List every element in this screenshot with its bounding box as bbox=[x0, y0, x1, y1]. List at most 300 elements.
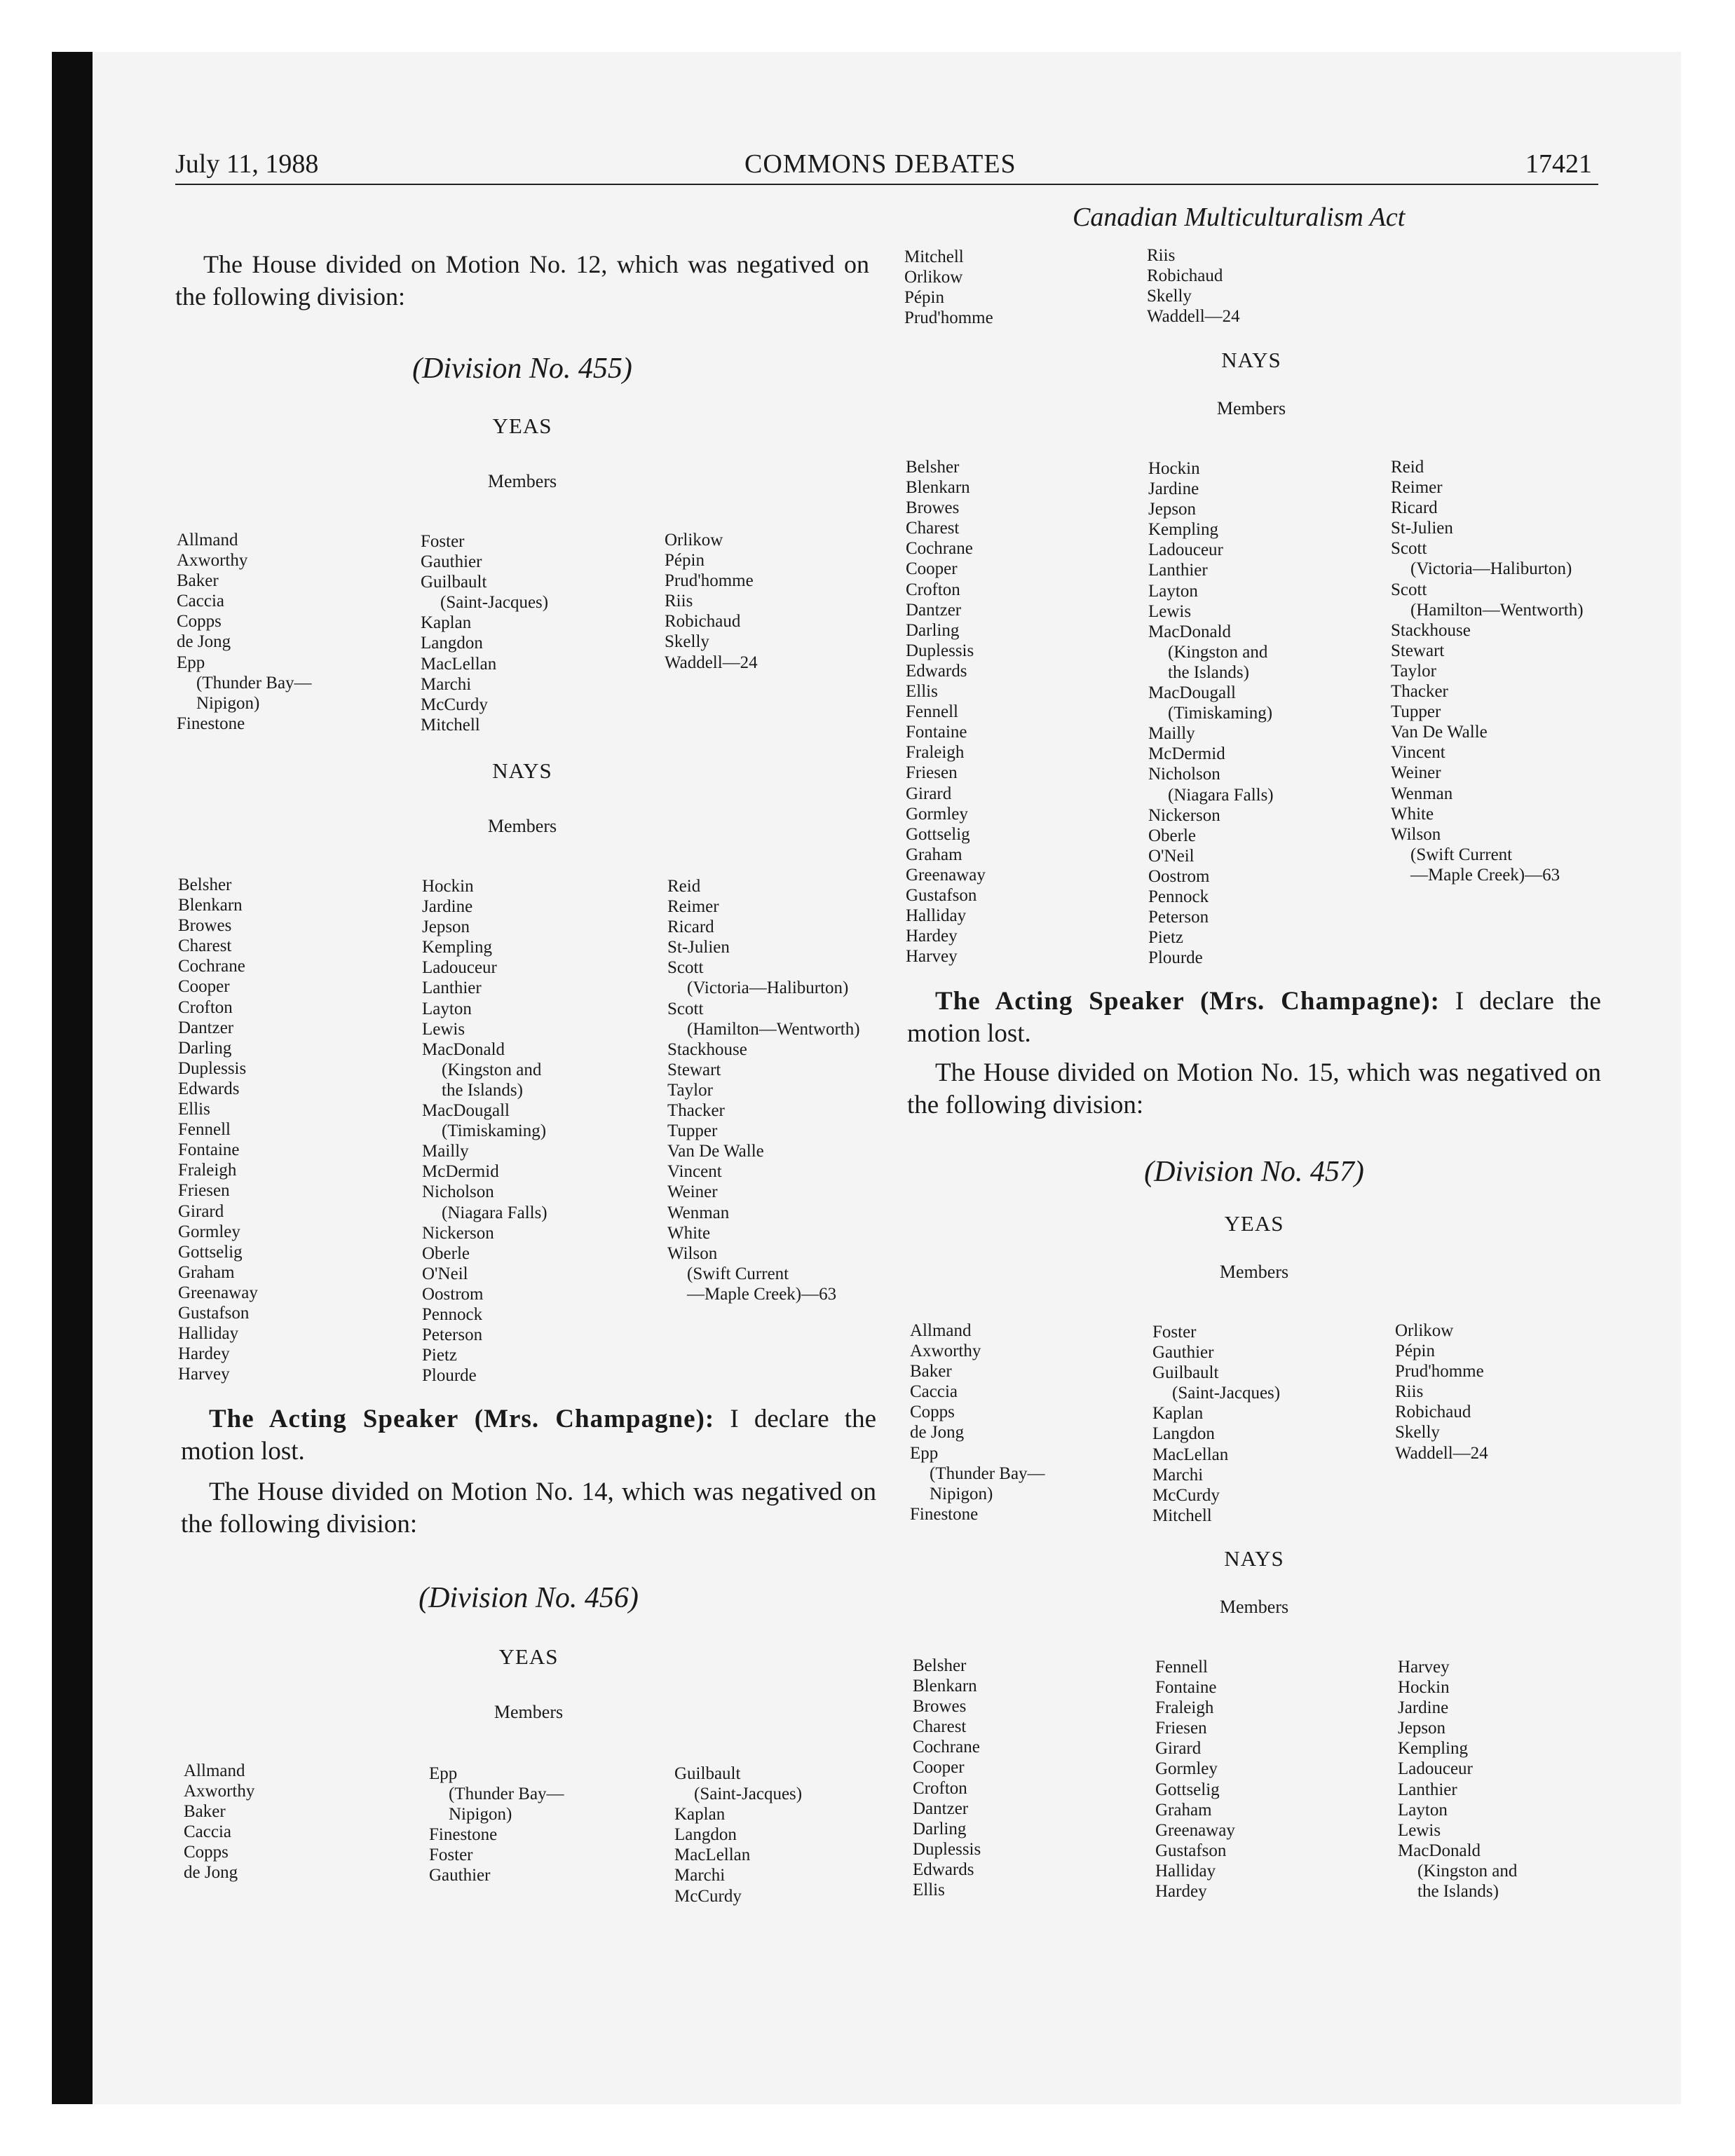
member-name: Fennell bbox=[178, 1120, 231, 1140]
member-name: Thacker bbox=[1391, 682, 1448, 702]
member-name: MacLellan bbox=[421, 654, 497, 674]
member-name: Lewis bbox=[1148, 601, 1192, 621]
speaker-text-left: I declare the motion lost. bbox=[181, 1405, 877, 1466]
member-name: Caccia bbox=[184, 1822, 232, 1842]
member-name: St-Julien bbox=[667, 938, 730, 957]
member-name: Mitchell bbox=[904, 247, 964, 266]
division-457-yeas-heading: YEAS bbox=[1224, 1211, 1284, 1236]
member-name: Mailly bbox=[1148, 724, 1195, 744]
member-name: Skelly bbox=[1395, 1423, 1440, 1442]
member-name: Foster bbox=[1152, 1323, 1197, 1342]
member-name: Riis bbox=[1395, 1382, 1424, 1402]
member-name: Prud'homme bbox=[665, 571, 754, 591]
member-name: Halliday bbox=[178, 1324, 239, 1344]
member-name: Plourde bbox=[1148, 948, 1203, 968]
member-name: Gustafson bbox=[178, 1303, 250, 1323]
division-456-nays-col1 bbox=[906, 457, 986, 967]
member-name: McCurdy bbox=[421, 695, 488, 714]
member-name: Nickerson bbox=[422, 1223, 494, 1243]
member-name: Blenkarn bbox=[906, 478, 970, 498]
member-name: Hardey bbox=[906, 927, 958, 946]
member-name: Vincent bbox=[1391, 743, 1445, 763]
division-456-yeas-heading: YEAS bbox=[498, 1644, 559, 1669]
member-name: de Jong bbox=[184, 1863, 238, 1883]
member-name: Scott bbox=[667, 958, 704, 978]
member-name: the Islands) bbox=[1417, 1882, 1499, 1902]
member-name: Weiner bbox=[1391, 763, 1441, 783]
member-name: St-Julien bbox=[1391, 519, 1453, 538]
member-name: Stewart bbox=[1391, 641, 1445, 660]
member-name: O'Neil bbox=[422, 1264, 468, 1283]
member-name: Tupper bbox=[667, 1121, 718, 1141]
member-name: Darling bbox=[913, 1819, 967, 1838]
member-name: Ladouceur bbox=[422, 958, 497, 978]
member-name: Epp bbox=[910, 1443, 939, 1463]
member-name: Epp bbox=[429, 1764, 458, 1783]
member-name: Halliday bbox=[1155, 1861, 1216, 1881]
division-455-title: (Division No. 455) bbox=[412, 353, 632, 385]
member-name: Marchi bbox=[1152, 1465, 1204, 1485]
member-name: Allmand bbox=[910, 1321, 972, 1340]
member-name: Langdon bbox=[674, 1825, 737, 1845]
member-name: (Hamilton—Wentworth) bbox=[687, 1019, 860, 1039]
member-name: Graham bbox=[1155, 1800, 1212, 1820]
member-name: Nipigon) bbox=[449, 1805, 512, 1824]
division-456-yeas-col2 bbox=[429, 1763, 564, 1886]
member-name: Weiner bbox=[667, 1182, 718, 1202]
member-name: Pépin bbox=[904, 288, 944, 308]
member-name: Dantzer bbox=[913, 1799, 969, 1818]
member-name: Gottselig bbox=[178, 1242, 243, 1262]
member-name: (Kingston and bbox=[1168, 642, 1268, 662]
member-name: (Victoria—Haliburton) bbox=[687, 978, 849, 998]
motion-12-intro bbox=[175, 248, 869, 313]
member-name: Harvey bbox=[178, 1365, 230, 1384]
division-455-yeas-heading: YEAS bbox=[492, 414, 552, 438]
member-name: Tupper bbox=[1391, 702, 1441, 722]
member-name: Blenkarn bbox=[178, 896, 243, 915]
member-name: Ricard bbox=[667, 917, 714, 937]
member-name: Kaplan bbox=[421, 613, 472, 633]
member-name: Mitchell bbox=[421, 715, 480, 735]
member-name: Fraleigh bbox=[906, 743, 965, 763]
member-name: White bbox=[1391, 804, 1434, 824]
division-457-nays-col1 bbox=[913, 1656, 981, 1900]
member-name: Jardine bbox=[422, 897, 473, 917]
member-name: Cochrane bbox=[178, 957, 245, 976]
member-name: Edwards bbox=[913, 1860, 974, 1879]
motion-14-intro-text: The House divided on Motion No. 14, which was negatived on the following division: bbox=[181, 1478, 876, 1538]
member-name: Edwards bbox=[906, 661, 967, 681]
member-name: Kempling bbox=[422, 938, 492, 957]
member-name: Skelly bbox=[665, 632, 709, 652]
member-name: Cochrane bbox=[913, 1738, 980, 1757]
division-455-nays-heading: NAYS bbox=[492, 758, 552, 783]
member-name: Lanthier bbox=[1148, 561, 1208, 580]
member-name: Riis bbox=[665, 592, 693, 611]
member-name: Lewis bbox=[422, 1019, 465, 1039]
member-name: Graham bbox=[906, 845, 962, 864]
division-457-nays-heading: NAYS bbox=[1224, 1546, 1284, 1571]
member-name: Ricard bbox=[1391, 498, 1438, 518]
member-name: Copps bbox=[910, 1403, 955, 1422]
member-name: Stewart bbox=[667, 1060, 721, 1079]
member-name: Ladouceur bbox=[1148, 540, 1223, 560]
member-name: Baker bbox=[184, 1802, 226, 1822]
member-name: Graham bbox=[178, 1262, 235, 1282]
member-name: Allmand bbox=[184, 1761, 245, 1780]
division-456-nays-col2 bbox=[1148, 458, 1274, 968]
member-name: Axworthy bbox=[184, 1782, 255, 1801]
member-name: (Timiskaming) bbox=[1168, 704, 1273, 723]
division-456-yeas-col1 bbox=[184, 1761, 254, 1883]
member-name: Layton bbox=[1398, 1800, 1448, 1820]
member-name: Layton bbox=[1148, 581, 1198, 601]
member-name: Mitchell bbox=[1152, 1506, 1212, 1525]
member-name: Jardine bbox=[1148, 479, 1199, 499]
member-name: Friesen bbox=[178, 1181, 230, 1201]
member-name: the Islands) bbox=[1168, 662, 1249, 682]
member-name: MacLellan bbox=[1152, 1445, 1229, 1464]
member-name: Reimer bbox=[1391, 478, 1443, 498]
division-456-yeas-members: Members bbox=[494, 1702, 564, 1722]
member-name: Crofton bbox=[178, 997, 233, 1017]
member-name: de Jong bbox=[910, 1423, 965, 1442]
member-name: Nicholson bbox=[1148, 765, 1220, 784]
member-name: Gottselig bbox=[1155, 1780, 1220, 1799]
member-name: —Maple Creek)—63 bbox=[1410, 865, 1560, 885]
member-name: Waddell—24 bbox=[1395, 1443, 1488, 1463]
member-name: (Thunder Bay— bbox=[930, 1464, 1045, 1483]
member-name: Nicholson bbox=[422, 1182, 494, 1202]
member-name: Lanthier bbox=[1398, 1780, 1457, 1799]
member-name: Prud'homme bbox=[1395, 1362, 1484, 1381]
member-name: Belsher bbox=[906, 458, 960, 477]
member-name: Gormley bbox=[1155, 1759, 1218, 1779]
member-name: Blenkarn bbox=[913, 1677, 977, 1696]
header-page-number: 17421 bbox=[1525, 149, 1592, 179]
member-name: Vincent bbox=[667, 1162, 722, 1182]
member-name: Greenaway bbox=[1155, 1820, 1235, 1840]
division-455-nays-members: Members bbox=[487, 816, 557, 836]
member-name: the Islands) bbox=[442, 1080, 523, 1100]
member-name: Guilbault bbox=[1152, 1363, 1219, 1383]
member-name: Gormley bbox=[178, 1222, 240, 1241]
member-name: (Saint-Jacques) bbox=[694, 1785, 803, 1804]
member-name: MacDonald bbox=[1398, 1841, 1481, 1860]
speaker-name-left: The Acting Speaker (Mrs. Champagne): bbox=[209, 1405, 715, 1433]
member-name: Oberle bbox=[1148, 826, 1197, 845]
member-name: Guilbault bbox=[421, 573, 487, 592]
member-name: Crofton bbox=[906, 580, 960, 599]
member-name: Gormley bbox=[906, 804, 968, 824]
motion-15-intro bbox=[907, 1057, 1601, 1121]
speaker-text-right: I declare the motion lost. bbox=[907, 987, 1601, 1048]
member-name: McCurdy bbox=[1152, 1485, 1220, 1505]
member-name: Gustafson bbox=[1155, 1841, 1227, 1860]
member-name: (Swift Current bbox=[687, 1264, 789, 1283]
member-name: Caccia bbox=[177, 592, 225, 611]
member-name: Pennock bbox=[422, 1304, 483, 1324]
member-name: Marchi bbox=[674, 1866, 726, 1885]
member-name: Gustafson bbox=[906, 885, 977, 905]
member-name: O'Neil bbox=[1148, 846, 1195, 866]
division-457-nays-members: Members bbox=[1219, 1597, 1289, 1617]
member-name: Copps bbox=[184, 1843, 229, 1862]
member-name: Prud'homme bbox=[904, 308, 993, 328]
member-name: McDermid bbox=[422, 1162, 499, 1182]
member-name: Wilson bbox=[1391, 824, 1441, 844]
member-name: Pépin bbox=[1395, 1342, 1435, 1361]
member-name: Browes bbox=[913, 1697, 967, 1717]
member-name: Hockin bbox=[1398, 1678, 1450, 1698]
division-457-title: (Division No. 457) bbox=[1144, 1156, 1364, 1188]
division-457-yeas-col2 bbox=[1152, 1322, 1280, 1526]
member-name: Hardey bbox=[178, 1344, 230, 1364]
motion-12-intro-text: The House divided on Motion No. 12, which was negatived on the following division: bbox=[175, 250, 869, 311]
member-name: (Victoria—Haliburton) bbox=[1410, 559, 1572, 579]
member-name: Browes bbox=[906, 498, 960, 518]
member-name: MacLellan bbox=[674, 1845, 751, 1865]
member-name: Gottselig bbox=[906, 824, 970, 844]
member-name: Oberle bbox=[422, 1243, 470, 1263]
speaker-statement-right bbox=[907, 985, 1601, 1050]
member-name: Waddell—24 bbox=[665, 653, 758, 672]
member-name: Fontaine bbox=[906, 723, 967, 742]
member-name: Finestone bbox=[910, 1504, 979, 1524]
member-name: Pennock bbox=[1148, 887, 1209, 906]
member-name: (Saint-Jacques) bbox=[440, 593, 549, 613]
member-name: Cooper bbox=[906, 559, 958, 579]
member-name: (Niagara Falls) bbox=[442, 1203, 547, 1222]
member-name: (Kingston and bbox=[1417, 1861, 1518, 1881]
member-name: Greenaway bbox=[178, 1283, 258, 1302]
member-name: Cooper bbox=[913, 1758, 965, 1778]
division-455-nays-col3 bbox=[667, 876, 860, 1304]
division-457-yeas-col1 bbox=[910, 1321, 1045, 1524]
member-name: Crofton bbox=[913, 1778, 967, 1798]
member-name: Mailly bbox=[422, 1142, 469, 1161]
member-name: Marchi bbox=[421, 674, 472, 694]
member-name: Reimer bbox=[667, 897, 719, 917]
division-455-yeas-col3 bbox=[665, 530, 758, 673]
member-name: Girard bbox=[178, 1201, 224, 1221]
member-name: Reid bbox=[667, 877, 701, 896]
member-name: Friesen bbox=[1155, 1719, 1207, 1738]
member-name: (Thunder Bay— bbox=[449, 1785, 564, 1804]
member-name: Nipigon) bbox=[930, 1484, 993, 1503]
member-name: Pietz bbox=[1148, 928, 1183, 948]
member-name: Fraleigh bbox=[1155, 1698, 1214, 1718]
member-name: Girard bbox=[1155, 1739, 1202, 1759]
division-457-yeas-members: Members bbox=[1219, 1262, 1289, 1282]
member-name: Van De Walle bbox=[667, 1142, 764, 1161]
member-name: Fraleigh bbox=[178, 1161, 237, 1180]
member-name: Peterson bbox=[1148, 908, 1209, 927]
division-457-nays-col3 bbox=[1398, 1657, 1517, 1902]
member-name: White bbox=[667, 1223, 711, 1243]
division-457-yeas-col3 bbox=[1395, 1321, 1488, 1464]
member-name: Friesen bbox=[906, 763, 958, 783]
member-name: Kempling bbox=[1398, 1739, 1468, 1759]
member-name: Gauthier bbox=[429, 1866, 491, 1885]
division-456-yeas-cont-col2 bbox=[1147, 245, 1240, 327]
member-name: Dantzer bbox=[178, 1018, 234, 1037]
member-name: Ellis bbox=[913, 1881, 945, 1900]
member-name: Orlikow bbox=[665, 531, 723, 550]
speaker-name-right: The Acting Speaker (Mrs. Champagne): bbox=[935, 987, 1440, 1016]
member-name: Wilson bbox=[667, 1243, 718, 1263]
member-name: Jepson bbox=[1398, 1719, 1446, 1738]
scan-binding-edge bbox=[52, 52, 93, 2104]
member-name: MacDougall bbox=[1148, 683, 1236, 703]
member-name: Halliday bbox=[906, 906, 967, 926]
member-name: Baker bbox=[177, 571, 219, 591]
member-name: Skelly bbox=[1147, 287, 1192, 306]
speaker-statement-left bbox=[181, 1403, 876, 1468]
member-name: Plourde bbox=[422, 1366, 477, 1386]
member-name: (Timiskaming) bbox=[442, 1121, 547, 1141]
member-name: Charest bbox=[906, 519, 960, 538]
member-name: Duplessis bbox=[178, 1058, 247, 1078]
member-name: Van De Walle bbox=[1391, 723, 1488, 742]
member-name: Ellis bbox=[178, 1100, 210, 1119]
member-name: Guilbault bbox=[674, 1764, 741, 1783]
division-456-yeas-cont-col1 bbox=[904, 247, 993, 328]
member-name: MacDougall bbox=[422, 1101, 510, 1121]
member-name: Fontaine bbox=[1155, 1678, 1217, 1698]
running-head: Canadian Multiculturalism Act bbox=[1073, 203, 1406, 232]
member-name: Copps bbox=[177, 612, 222, 632]
division-457-nays-col2 bbox=[1155, 1657, 1235, 1902]
member-name: (Kingston and bbox=[442, 1060, 542, 1079]
header-date: July 11, 1988 bbox=[175, 149, 319, 179]
member-name: Kaplan bbox=[674, 1805, 726, 1824]
member-name: de Jong bbox=[177, 632, 231, 652]
member-name: Lanthier bbox=[422, 978, 482, 998]
member-name: —Maple Creek)—63 bbox=[687, 1284, 837, 1304]
member-name: Peterson bbox=[422, 1325, 483, 1345]
division-455-nays-col2 bbox=[422, 876, 547, 1386]
member-name: Hardey bbox=[1155, 1882, 1207, 1902]
member-name: Scott bbox=[1391, 580, 1427, 599]
division-456-nays-heading: NAYS bbox=[1221, 348, 1281, 372]
member-name: Duplessis bbox=[906, 641, 974, 660]
division-456-title: (Division No. 456) bbox=[419, 1582, 639, 1614]
member-name: Darling bbox=[906, 620, 960, 640]
member-name: Orlikow bbox=[904, 268, 963, 287]
member-name: Baker bbox=[910, 1362, 952, 1381]
member-name: (Swift Current bbox=[1410, 845, 1513, 864]
division-456-nays-col3 bbox=[1391, 457, 1584, 885]
member-name: McCurdy bbox=[674, 1886, 742, 1906]
member-name: Hockin bbox=[422, 877, 474, 896]
member-name: Jepson bbox=[1148, 500, 1197, 519]
member-name: Cooper bbox=[178, 977, 230, 997]
header-title: COMMONS DEBATES bbox=[744, 149, 1016, 179]
member-name: Caccia bbox=[910, 1382, 958, 1402]
member-name: Lewis bbox=[1398, 1820, 1441, 1840]
member-name: Wenman bbox=[1391, 784, 1453, 803]
member-name: Waddell—24 bbox=[1147, 307, 1240, 327]
member-name: Robichaud bbox=[1395, 1403, 1471, 1422]
member-name: Scott bbox=[1391, 539, 1427, 559]
member-name: Cochrane bbox=[906, 539, 973, 559]
member-name: Axworthy bbox=[910, 1342, 981, 1361]
member-name: Stackhouse bbox=[667, 1039, 747, 1059]
division-455-nays-col1 bbox=[178, 875, 258, 1384]
member-name: Duplessis bbox=[913, 1839, 981, 1859]
member-name: Layton bbox=[422, 999, 472, 1018]
division-455-yeas-col1 bbox=[177, 530, 312, 734]
member-name: Hockin bbox=[1148, 459, 1200, 478]
member-name: Langdon bbox=[421, 634, 483, 653]
member-name: Harvey bbox=[906, 947, 958, 967]
motion-15-intro-text: The House divided on Motion No. 15, which was negatived on the following division: bbox=[907, 1058, 1601, 1119]
header-rule bbox=[175, 184, 1598, 185]
member-name: Allmand bbox=[177, 531, 238, 550]
member-name: Oostrom bbox=[1148, 866, 1210, 886]
member-name: Ladouceur bbox=[1398, 1759, 1473, 1779]
member-name: (Saint-Jacques) bbox=[1172, 1384, 1281, 1403]
member-name: Jepson bbox=[422, 917, 470, 937]
member-name: Pietz bbox=[422, 1346, 457, 1365]
member-name: Belsher bbox=[178, 875, 232, 894]
member-name: MacDonald bbox=[422, 1039, 505, 1059]
member-name: (Hamilton—Wentworth) bbox=[1410, 600, 1584, 620]
member-name: Reid bbox=[1391, 458, 1424, 477]
member-name: Finestone bbox=[177, 714, 245, 733]
member-name: Robichaud bbox=[1147, 266, 1223, 286]
member-name: Oostrom bbox=[422, 1284, 484, 1304]
member-name: Kaplan bbox=[1152, 1404, 1204, 1424]
member-name: Foster bbox=[429, 1845, 473, 1865]
member-name: Wenman bbox=[667, 1203, 730, 1222]
member-name: Pépin bbox=[665, 551, 705, 571]
member-name: Taylor bbox=[1391, 661, 1436, 681]
member-name: Dantzer bbox=[906, 600, 962, 620]
member-name: (Thunder Bay— bbox=[196, 673, 312, 692]
division-456-nays-members: Members bbox=[1216, 398, 1286, 418]
member-name: Robichaud bbox=[665, 612, 741, 632]
division-455-yeas-members: Members bbox=[487, 471, 557, 491]
member-name: Fennell bbox=[1155, 1658, 1208, 1677]
member-name: Fennell bbox=[906, 702, 958, 722]
member-name: Foster bbox=[421, 532, 465, 551]
member-name: Gauthier bbox=[421, 552, 482, 572]
member-name: Finestone bbox=[429, 1825, 498, 1845]
member-name: Jardine bbox=[1398, 1698, 1449, 1718]
member-name: (Niagara Falls) bbox=[1168, 785, 1274, 805]
member-name: Axworthy bbox=[177, 551, 248, 571]
member-name: Langdon bbox=[1152, 1424, 1215, 1444]
member-name: Orlikow bbox=[1395, 1321, 1454, 1340]
division-456-yeas-col3 bbox=[674, 1763, 802, 1906]
member-name: Epp bbox=[177, 653, 205, 672]
member-name: Darling bbox=[178, 1038, 232, 1058]
member-name: Edwards bbox=[178, 1079, 240, 1098]
member-name: McDermid bbox=[1148, 744, 1225, 764]
member-name: Fontaine bbox=[178, 1140, 240, 1160]
member-name: Kempling bbox=[1148, 520, 1218, 540]
member-name: Greenaway bbox=[906, 865, 986, 885]
member-name: Harvey bbox=[1398, 1658, 1450, 1677]
member-name: Nipigon) bbox=[196, 693, 260, 713]
member-name: MacDonald bbox=[1148, 622, 1232, 641]
member-name: Taylor bbox=[667, 1080, 713, 1100]
division-455-yeas-col2 bbox=[421, 531, 548, 735]
member-name: Girard bbox=[906, 784, 952, 803]
